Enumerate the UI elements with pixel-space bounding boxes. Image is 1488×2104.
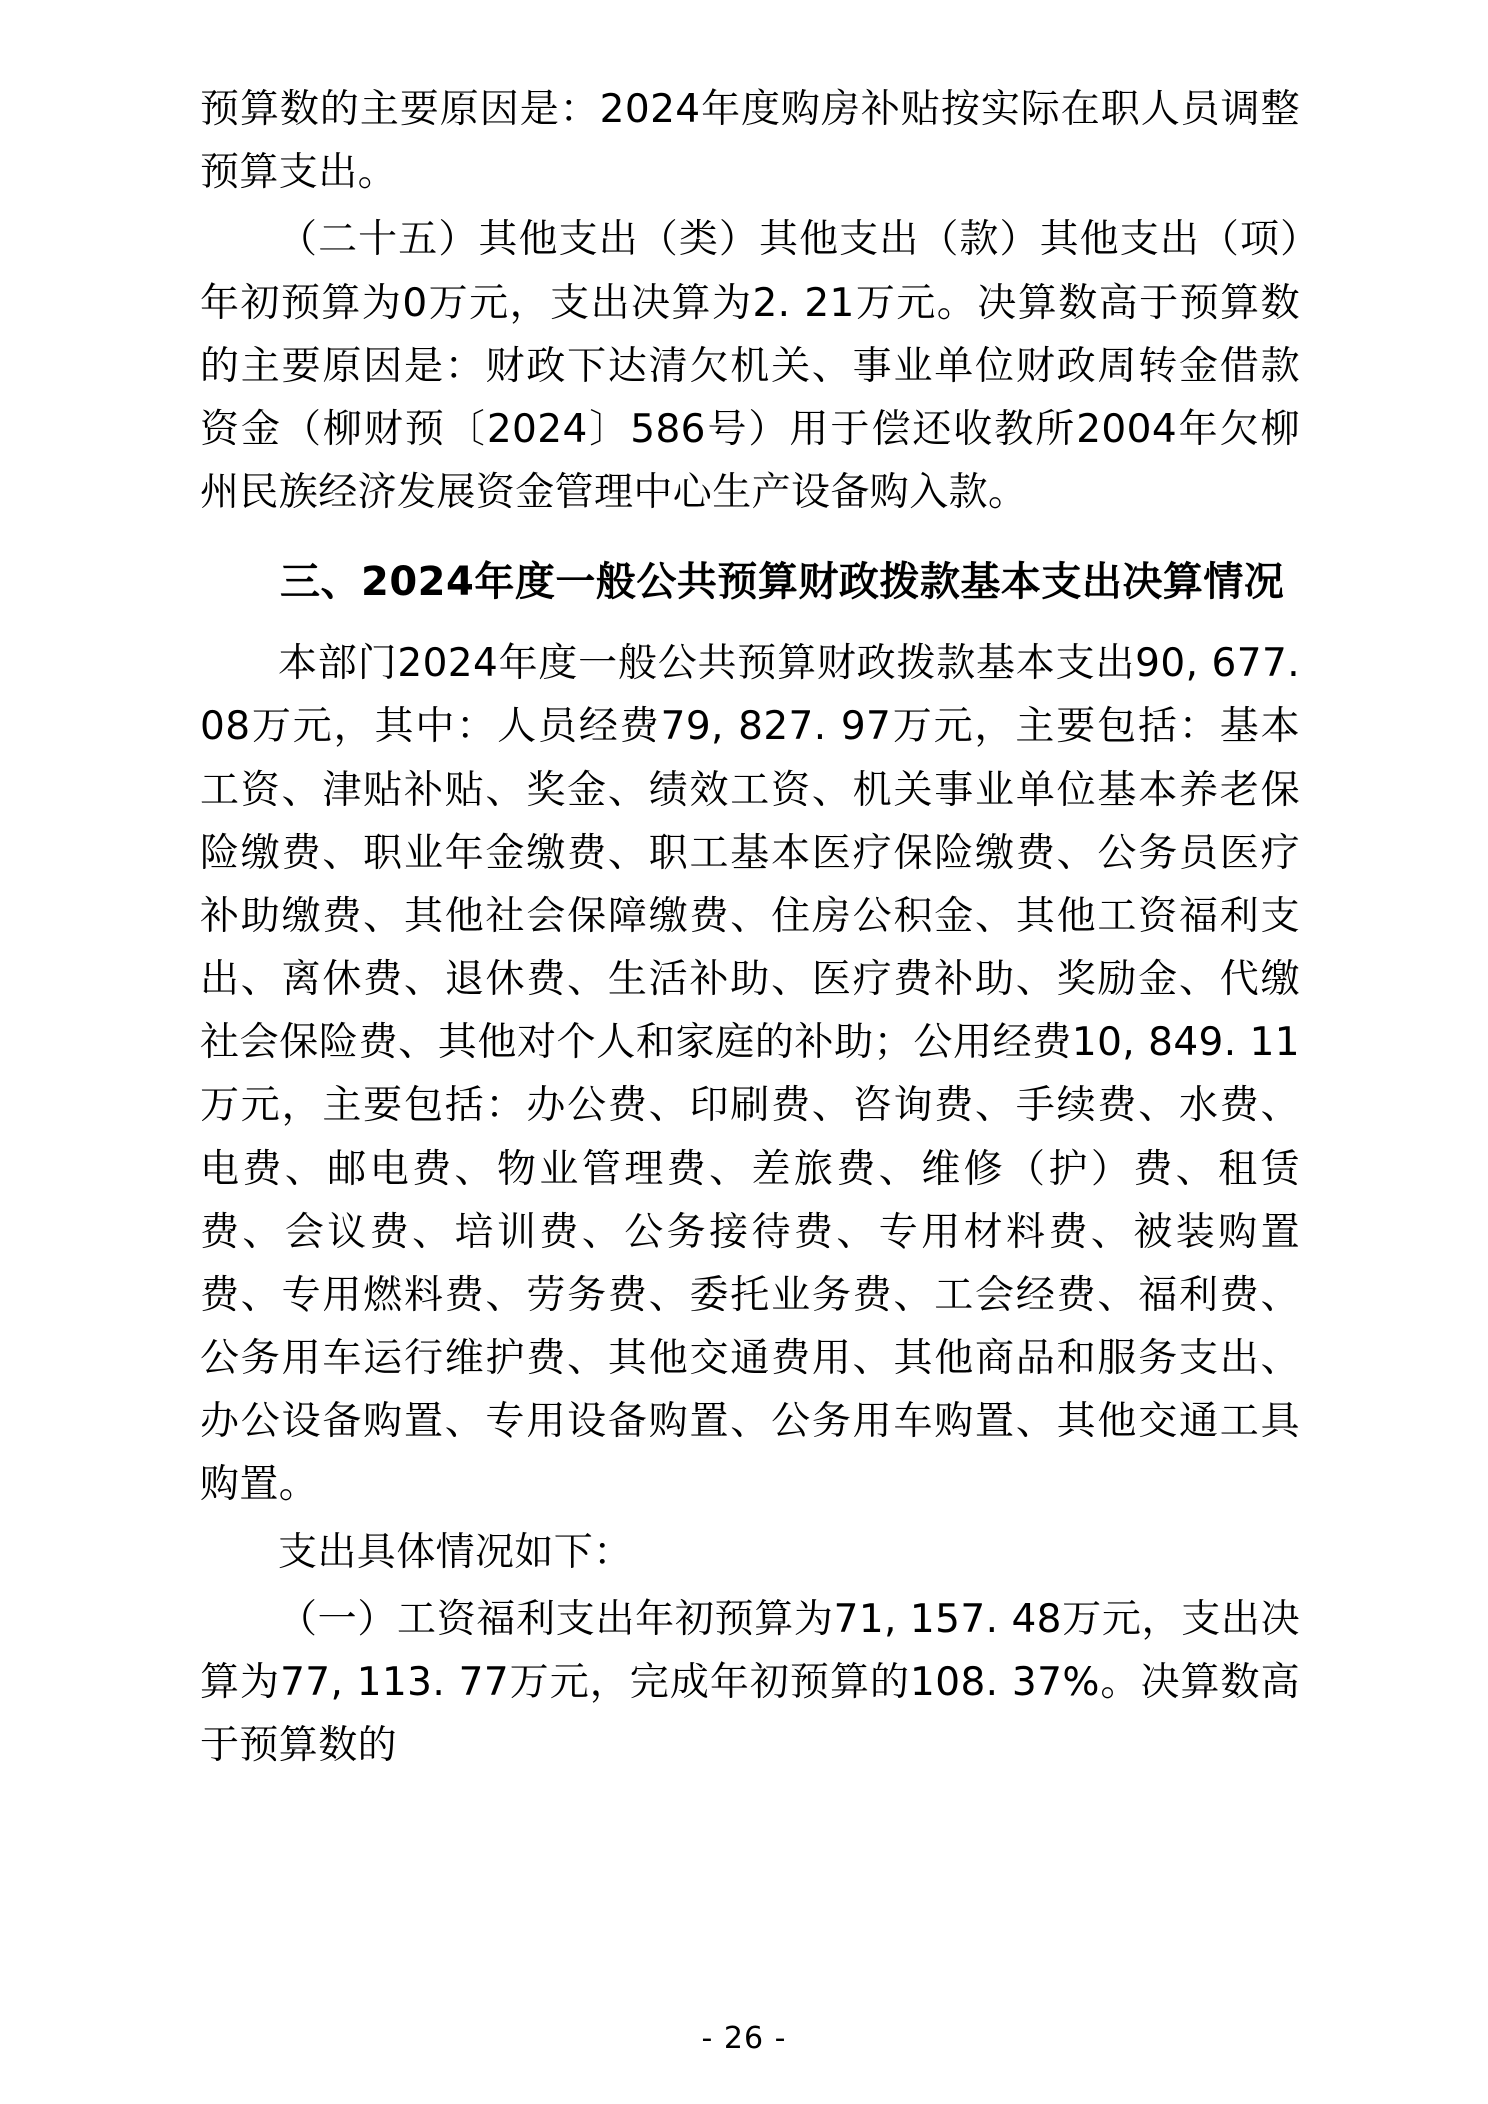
section-heading-3: 三、2024年度一般公共预算财政拨款基本支出决算情况 [280, 559, 1285, 606]
paragraph-continued-housing-subsidy: 预算数的主要原因是：2024年度购房补贴按实际在职人员调整预算支出。 [200, 87, 1300, 196]
paragraph-item-25-other-expenditure: （二十五）其他支出（类）其他支出（款）其他支出（项）年初预算为0万元，支出决算为2. 21万元。决算数高于预算数的主要原因是：财政下达清欠机关、事业单位财政周转金借款资金（柳财预〔2024〕586号）用于偿还收教所2004年欠柳州民族经济发展资金管理中心生产设备购入款。 [200, 217, 1300, 516]
page-number: - 26 - [701, 2021, 787, 2056]
paragraph-basic-expenditure-summary: 本部门2024年度一般公共预算财政拨款基本支出90, 677. 08万元，其中：人员经费79, 827. 97万元，主要包括：基本工资、津贴补贴、奖金、绩效工资、机关事业单位基本养老保险缴费、职业年金缴费、职工基本医疗保险缴费、公务员医疗补助缴费、其他社会保障缴费、住房公积金、其他工资福利支出、离休费、退休费、生活补助、医疗费补助、奖励金、代缴社会保险费、其他对个人和家庭的补助；公用经费10, 849. 11万元，主要包括：办公费、印刷费、咨询费、手续费、水费、电费、邮电费、物业管理费、差旅费、维修（护）费、租赁费、会议费、培训费、公务接待费、专用材料费、被装购置费、专用燃料费、劳务费、委托业务费、工会经费、福利费、公务用车运行维护费、其他交通费用、其他商品和服务支出、办公设备购置、专用设备购置、公务用车购置、其他交通工具购置。 [200, 641, 1300, 1508]
document-body [200, 78, 1300, 1777]
paragraph-item-1-salary-welfare: （一）工资福利支出年初预算为71, 157. 48万元，支出决算为77, 113. 77万元，完成年初预算的108. 37%。决算数高于预算数的 [200, 1596, 1300, 1769]
paragraph-detail-intro: 支出具体情况如下： [278, 1529, 633, 1575]
